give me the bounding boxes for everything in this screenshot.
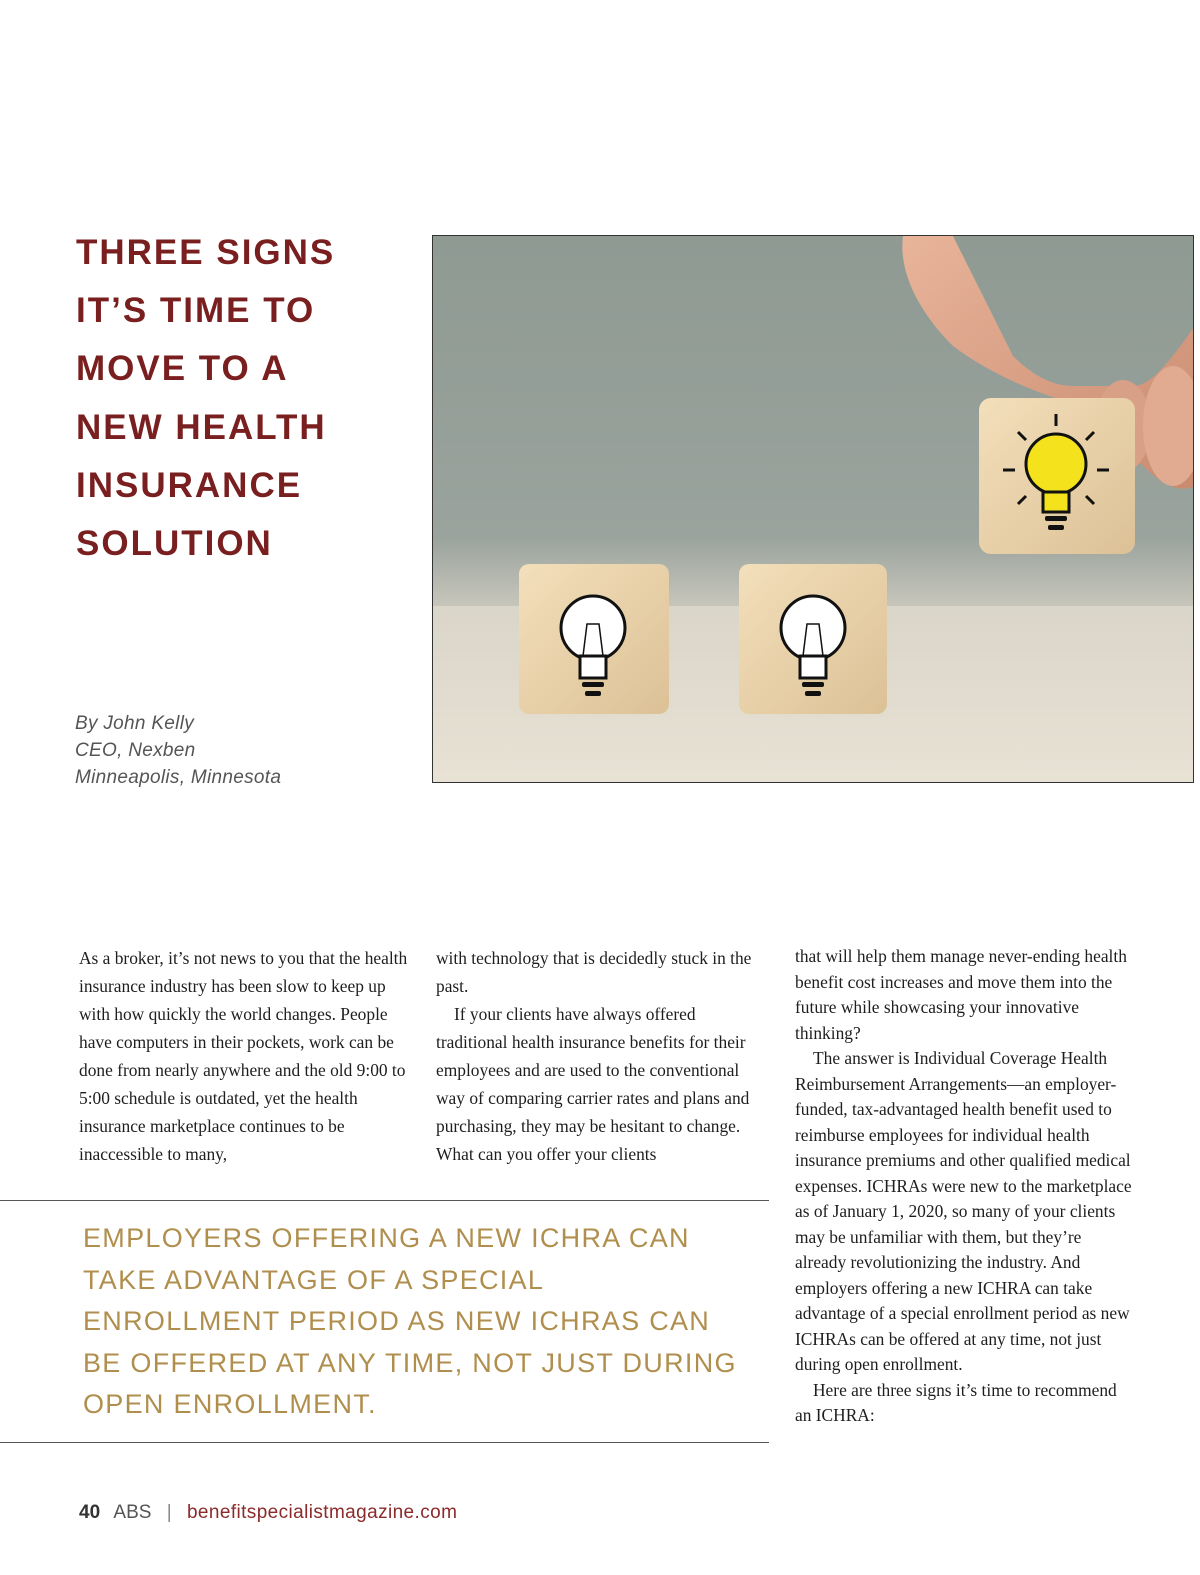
- pullquote: EMPLOYERS OFFERING A NEW ICHRA CAN TAKE ADVANTAGE OF A SPECIAL ENROLLMENT PERIOD AS NEW ICHRAS CAN BE OFFERED AT ANY TIME, NOT JUST DURING OPEN ENROLLMENT.: [83, 1223, 737, 1420]
- paragraph: If your clients have always offered traditional health insurance benefits for their employees and are used to the conventional way of comparing carrier rates and plans and purchasing, they may be hesitant to change. What can you offer your clients: [436, 1004, 750, 1164]
- title-line: NEW HEALTH: [76, 407, 327, 447]
- website-link[interactable]: benefitspecialistmagazine.com: [186, 1502, 458, 1523]
- bulb-block-1: [519, 564, 669, 714]
- paragraph: As a broker, it’s not news to you that the health insurance industry has been slow to keep up with how quickly the world changes. People have computers in their pockets, work can be done from nearly anywhere and the old 9:00 to 5:00 schedule is outdated, yet the health insurance marketplace continues to be inaccessible to many,: [79, 948, 408, 1164]
- body-column-2: [436, 944, 770, 1168]
- title-line: MOVE TO A: [76, 349, 289, 389]
- byline-author: By John Kelly: [75, 713, 195, 734]
- body-column-3: [795, 944, 1135, 1429]
- publication-name: ABS: [113, 1502, 152, 1523]
- paragraph: with technology that is decidedly stuck in the past.: [436, 948, 752, 996]
- title-line: THREE SIGNS: [76, 233, 336, 272]
- byline-location: Minneapolis, Minnesota: [75, 767, 282, 788]
- byline: [75, 710, 281, 791]
- lightbulb-blocks-photo: [432, 235, 1194, 783]
- lit-bulb-block: [979, 398, 1135, 554]
- footer-separator: |: [166, 1502, 172, 1523]
- pullquote-bottom-rule: [0, 1442, 769, 1443]
- page-number: 40: [79, 1502, 101, 1523]
- bulb-block-2: [739, 564, 887, 714]
- paragraph: Here are three signs it’s time to recommend an ICHRA:: [795, 1379, 1117, 1425]
- title-line: SOLUTION: [76, 524, 273, 564]
- body-column-1: [79, 944, 409, 1168]
- paragraph: that will help them manage never-ending health benefit cost increases and move them into the future while showcasing your innovative thinking?: [795, 946, 1127, 1043]
- paragraph: The answer is Individual Coverage Health Reimbursement Arrangements—an employer-funded, tax-advantaged health benefit used to reimburse employees for individual health insurance premiums and other qualified medical expenses. ICHRAs were new to the marketplace as of January 1, 2020, so many of your clients may be unfamiliar with them, but they’re already revolutionizing the industry. And employers offering a new ICHRA can take advantage of a special enrollment period as new ICHRAs can be offered at any time, not just during open enrollment.: [795, 1048, 1132, 1374]
- title-line: IT’S TIME TO: [76, 291, 316, 331]
- article-title: [76, 224, 406, 573]
- title-line: INSURANCE: [76, 465, 303, 505]
- page-footer: [79, 1502, 457, 1524]
- byline-role: CEO, Nexben: [75, 740, 196, 761]
- lightbulb-photo-illustration: [433, 236, 1194, 783]
- pullquote-top-rule: [0, 1200, 769, 1201]
